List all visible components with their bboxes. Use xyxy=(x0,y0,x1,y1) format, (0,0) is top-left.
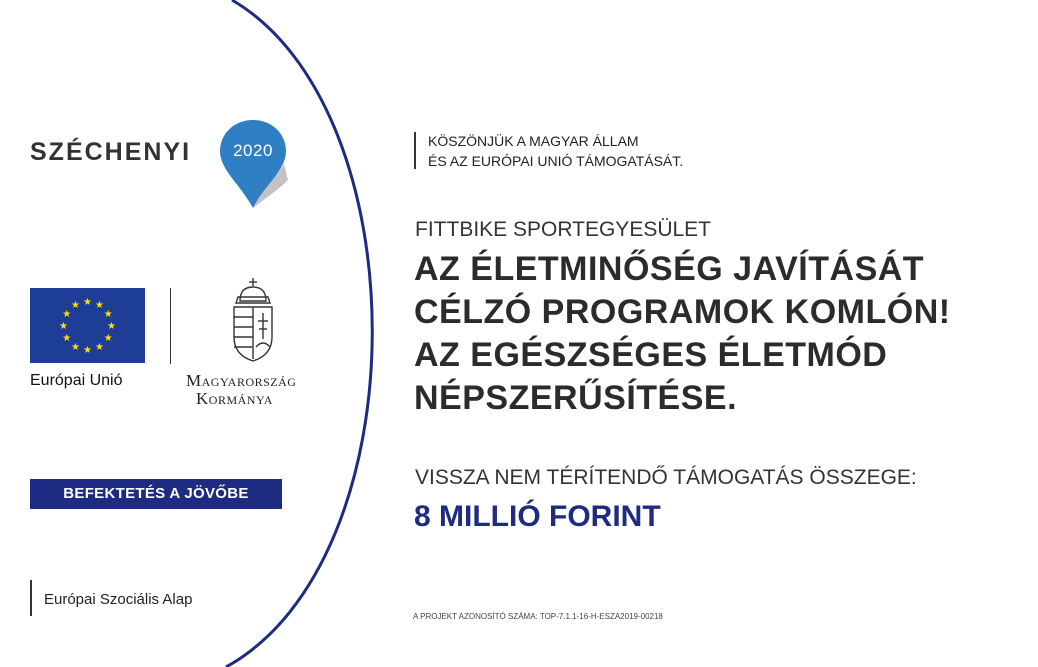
headline-line: AZ EGÉSZSÉGES ÉLETMÓD xyxy=(414,336,888,374)
thanks-divider xyxy=(414,132,416,169)
location-pin-icon xyxy=(218,118,288,210)
grant-amount: 8 MILLIÓ FORINT xyxy=(414,500,661,533)
headline-line: AZ ÉLETMINŐSÉG JAVÍTÁSÁT xyxy=(414,250,925,288)
eu-star: ★ xyxy=(103,333,113,344)
eu-star: ★ xyxy=(95,300,104,312)
organization-name: FITTBIKE SPORTEGYESÜLET xyxy=(415,218,712,241)
coat-of-arms-icon xyxy=(228,277,278,362)
project-id: A PROJEKT AZONOSÍTÓ SZÁMA: TOP-7.1.1-16-H-ESZA2019-00218 xyxy=(413,612,663,621)
thanks-line2: ÉS AZ EURÓPAI UNIÓ TÁMOGATÁSÁT. xyxy=(428,153,684,169)
eu-star: ★ xyxy=(62,309,72,320)
eu-star: ★ xyxy=(107,321,116,332)
thanks-line1: KÖSZÖNJÜK A MAGYAR ÁLLAM xyxy=(428,133,639,149)
logo-divider xyxy=(170,288,171,364)
eu-label: Európai Unió xyxy=(30,372,123,389)
szechenyi-year: 2020 xyxy=(233,141,273,160)
esf-divider xyxy=(30,580,32,616)
eu-star: ★ xyxy=(59,321,68,332)
headline-line: CÉLZÓ PROGRAMOK KOMLÓN! xyxy=(414,293,951,331)
eu-star: ★ xyxy=(103,309,113,320)
eu-star: ★ xyxy=(71,341,80,353)
investment-badge: BEFEKTETÉS A JÖVŐBE xyxy=(30,479,282,509)
government-name-line1: Magyarország xyxy=(186,371,297,390)
grant-label: VISSZA NEM TÉRÍTENDŐ TÁMOGATÁS ÖSSZEGE: xyxy=(415,466,917,489)
eu-star: ★ xyxy=(62,333,72,344)
eu-star: ★ xyxy=(83,297,92,308)
headline xyxy=(414,248,951,420)
headline-line: NÉPSZERŰSÍTÉSE. xyxy=(414,379,738,417)
eu-flag-icon xyxy=(30,288,145,363)
esf-label: Európai Szociális Alap xyxy=(44,591,193,608)
government-name-line2: Kormánya xyxy=(196,389,273,408)
eu-star: ★ xyxy=(71,300,80,312)
eu-star: ★ xyxy=(83,345,92,356)
szechenyi-logo-text: SZÉCHENYI xyxy=(30,138,192,166)
eu-star: ★ xyxy=(95,341,104,353)
